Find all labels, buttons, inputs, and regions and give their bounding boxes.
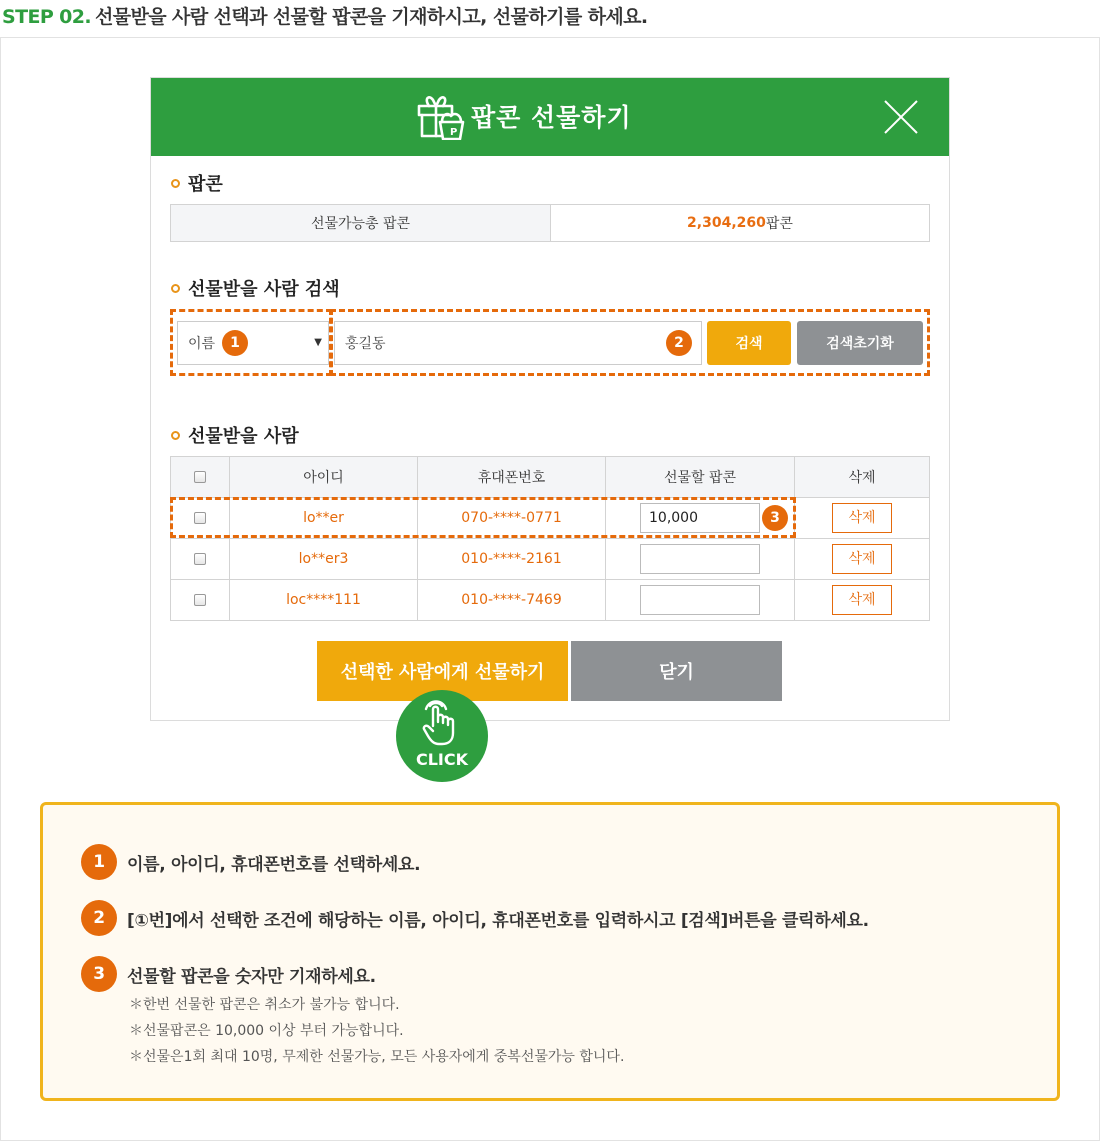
- instruction-item: [81, 900, 869, 936]
- column-header-delete: 삭제: [795, 457, 930, 498]
- step-badge-2: 2: [666, 330, 692, 356]
- amount-input[interactable]: [640, 585, 760, 615]
- delete-cell: [795, 539, 930, 580]
- delete-button[interactable]: 삭제: [832, 544, 892, 574]
- table-row: [171, 580, 930, 621]
- delete-cell: [795, 498, 930, 539]
- search-input[interactable]: [334, 321, 702, 365]
- column-header-amount: 선물할 팝콘: [606, 457, 795, 498]
- recipients-section-label: 선물받을 사람: [188, 426, 299, 447]
- popcorn-balance-amount: 2,304,260: [687, 215, 766, 231]
- popcorn-section-label: 팝콘: [188, 174, 223, 195]
- recipient-phone: 010-****-7469: [418, 580, 606, 621]
- bullet-icon: [171, 284, 180, 293]
- recipients-table: [170, 456, 930, 621]
- click-indicator: [396, 690, 488, 782]
- table-header-row: [171, 457, 930, 498]
- select-all-checkbox[interactable]: [194, 471, 206, 483]
- amount-input[interactable]: 10,000: [640, 503, 760, 533]
- gift-icon: [415, 92, 465, 140]
- step-number: STEP 02.: [2, 6, 92, 28]
- dropdown-arrow-icon: ▼: [314, 337, 322, 348]
- modal-title: [415, 92, 632, 140]
- bullet-icon: [171, 431, 180, 440]
- instruction-text: [①번]에서 선택한 조건에 해당하는 이름, 아이디, 휴대폰번호를 입력하시고 [검색]버튼을 클릭하세요.: [127, 910, 869, 931]
- note-text: ＊선물은1회 최대 10명, 무제한 선물가능, 모든 사용자에게 중복선물가능 합니다.: [129, 1049, 625, 1065]
- close-button[interactable]: 닫기: [571, 641, 782, 701]
- note-text: ＊선물팝콘은 10,000 이상 부터 가능합니다.: [129, 1023, 404, 1039]
- search-type-value: 이름: [188, 336, 216, 352]
- row-checkbox-cell: [171, 498, 230, 539]
- row-checkbox[interactable]: [194, 512, 206, 524]
- instruction-number: 1: [81, 844, 117, 880]
- recipient-phone: 070-****-0771: [418, 498, 606, 539]
- search-input-value: 홍길동: [345, 336, 386, 352]
- search-section-title: [171, 275, 340, 301]
- delete-cell: [795, 580, 930, 621]
- modal-title-text: 팝콘 선물하기: [471, 103, 632, 132]
- instruction-text: 이름, 아이디, 휴대폰번호를 선택하세요.: [127, 854, 421, 875]
- table-row: [171, 498, 930, 539]
- popcorn-balance-value: [551, 205, 929, 241]
- popcorn-balance-table: [170, 204, 930, 242]
- gift-selected-button[interactable]: 선택한 사람에게 선물하기: [317, 641, 568, 701]
- popcorn-balance-unit: 팝콘: [765, 216, 793, 232]
- row-checkbox-cell: [171, 580, 230, 621]
- note-text: ＊한번 선물한 팝콘은 취소가 불가능 합니다.: [129, 997, 400, 1013]
- bullet-icon: [171, 179, 180, 188]
- delete-button[interactable]: 삭제: [832, 585, 892, 615]
- instruction-item: [81, 956, 376, 992]
- close-icon[interactable]: [882, 98, 920, 136]
- amount-cell: [606, 539, 795, 580]
- recipient-phone: 010-****-2161: [418, 539, 606, 580]
- step-badge-1: 1: [222, 330, 248, 356]
- step-badge-3: 3: [762, 505, 788, 531]
- reset-search-button[interactable]: 검색초기화: [797, 321, 923, 365]
- instruction-number: 3: [81, 956, 117, 992]
- table-row: [171, 539, 930, 580]
- column-header-id: 아이디: [230, 457, 418, 498]
- popcorn-section-title: [171, 170, 223, 196]
- amount-cell: [606, 580, 795, 621]
- search-section-label: 선물받을 사람 검색: [188, 279, 340, 300]
- step-header: [2, 2, 647, 29]
- amount-input[interactable]: [640, 544, 760, 574]
- popcorn-gift-modal: [150, 77, 950, 721]
- modal-header: [151, 78, 949, 156]
- instruction-number: 2: [81, 900, 117, 936]
- search-type-select[interactable]: [177, 321, 329, 365]
- row-checkbox-cell: [171, 539, 230, 580]
- recipient-id: loc****111: [230, 580, 418, 621]
- step-text: 선물받을 사람 선택과 선물할 팝콘을 기재하시고, 선물하기를 하세요.: [95, 6, 648, 28]
- row-checkbox[interactable]: [194, 594, 206, 606]
- popcorn-balance-label: 선물가능총 팝콘: [171, 205, 551, 241]
- instruction-text: 선물할 팝콘을 숫자만 기재하세요.: [127, 966, 376, 987]
- instruction-item: [81, 844, 420, 880]
- recipients-section-title: [171, 422, 299, 448]
- row-checkbox[interactable]: [194, 553, 206, 565]
- recipient-id: lo**er: [230, 498, 418, 539]
- recipient-id: lo**er3: [230, 539, 418, 580]
- click-label: CLICK: [415, 750, 469, 769]
- delete-button[interactable]: 삭제: [832, 503, 892, 533]
- select-all-cell: [171, 457, 230, 498]
- search-button[interactable]: 검색: [707, 321, 791, 365]
- svg-text:P: P: [450, 127, 459, 138]
- column-header-phone: 휴대폰번호: [418, 457, 606, 498]
- instructions-box: [40, 802, 1060, 1101]
- pointing-hand-icon: [420, 700, 464, 746]
